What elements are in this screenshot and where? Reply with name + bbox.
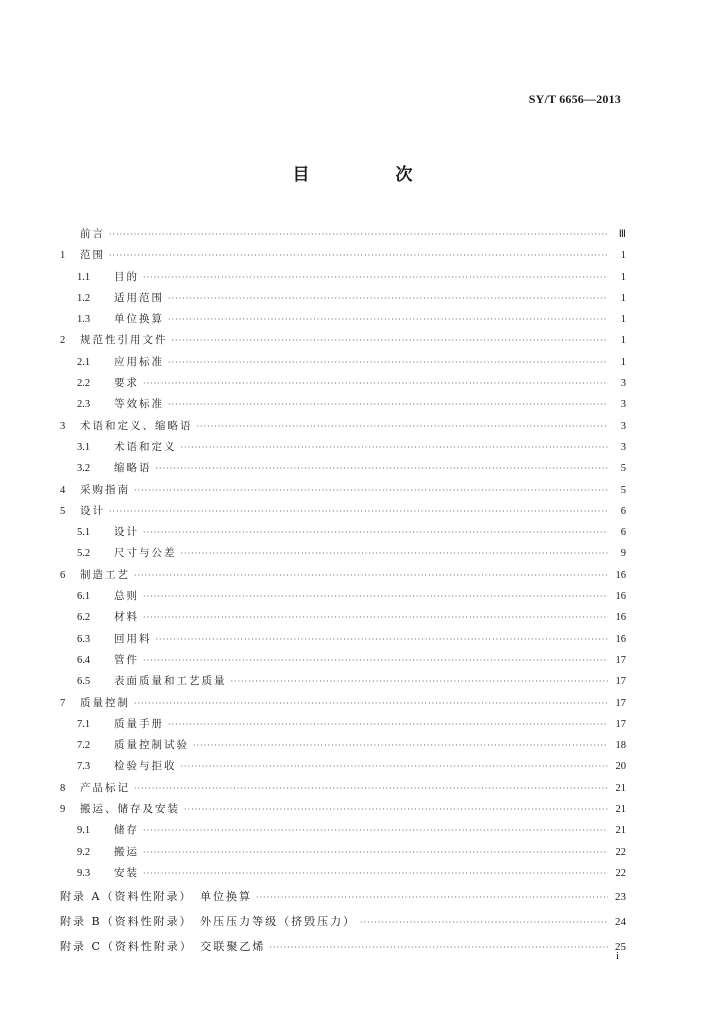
- toc-entry-page: 23: [615, 891, 626, 904]
- toc-entry-label: 设计: [114, 526, 139, 539]
- toc-entry-number: 6.5: [77, 676, 91, 688]
- toc-entry-page: 17: [615, 718, 626, 730]
- toc-entry-number: 5.2: [77, 548, 91, 560]
- toc-entry[interactable]: [60, 863, 626, 884]
- toc-entry-number: 7: [60, 697, 66, 709]
- toc-entry-label: 等效标准: [114, 398, 164, 411]
- toc-entry[interactable]: [60, 330, 626, 351]
- dot-leader: [134, 693, 608, 714]
- toc-entry-number: 6: [60, 569, 66, 581]
- toc-entry-label: 采购指南: [80, 483, 130, 496]
- toc-entry-label: 总则: [114, 590, 139, 603]
- toc-entry-page: 5: [620, 484, 626, 496]
- toc-entry[interactable]: [60, 245, 626, 266]
- toc-entry-page: 6: [620, 505, 626, 517]
- toc-entry-page: 3: [620, 399, 626, 411]
- toc-entry[interactable]: [60, 756, 626, 777]
- dot-leader: [168, 309, 608, 330]
- toc-entry-label: 术语和定义、缩略语: [80, 419, 193, 432]
- toc-entry-label: 材料: [114, 611, 139, 624]
- toc-entry[interactable]: [60, 820, 626, 841]
- toc-entry[interactable]: [60, 842, 626, 863]
- toc-entry-label: 安装: [114, 866, 139, 879]
- toc-entry[interactable]: [60, 309, 626, 330]
- dot-leader: [109, 224, 608, 245]
- toc-entry[interactable]: [60, 735, 626, 756]
- toc-entry-page: 16: [615, 591, 626, 603]
- toc-entry-page: 3: [620, 420, 626, 432]
- dot-leader: [231, 671, 609, 692]
- toc-entry-number: 4: [60, 484, 66, 496]
- toc-entry-number: 9.3: [77, 867, 91, 879]
- toc-entry-page: 1: [620, 271, 626, 283]
- toc-entry-label: 搬运: [114, 845, 139, 858]
- toc-entry-number: 1: [60, 250, 66, 262]
- toc-entry-number: 7.1: [77, 718, 91, 730]
- toc-entry[interactable]: [60, 480, 626, 501]
- toc-entry-label: 应用标准: [114, 355, 164, 368]
- toc-entry-page: 21: [615, 804, 626, 816]
- toc-entry-page: 21: [615, 782, 626, 794]
- toc-entry[interactable]: [60, 224, 626, 245]
- toc-entry[interactable]: [60, 884, 626, 909]
- toc-entry[interactable]: [60, 934, 626, 959]
- toc-entry-number: 6.3: [77, 633, 91, 645]
- dot-leader: [143, 863, 608, 884]
- toc-entry[interactable]: [60, 607, 626, 628]
- toc-entry-page: 1: [620, 292, 626, 304]
- dot-leader: [143, 842, 608, 863]
- dot-leader: [184, 799, 608, 820]
- toc-entry-label: 适用范围: [114, 291, 164, 304]
- dot-leader: [143, 586, 608, 607]
- toc-entry-page: 17: [615, 676, 626, 688]
- dot-leader: [181, 543, 609, 564]
- toc-entry[interactable]: [60, 586, 626, 607]
- toc-entry-label: 附录 A（资料性附录） 单位换算: [60, 890, 252, 904]
- dot-leader: [143, 650, 608, 671]
- dot-leader: [360, 910, 608, 935]
- toc-entry[interactable]: [60, 799, 626, 820]
- toc-entry-label: 尺寸与公差: [114, 547, 177, 560]
- dot-leader: [168, 352, 608, 373]
- dot-leader: [256, 885, 608, 910]
- toc-entry-label: 范围: [80, 249, 105, 262]
- toc-entry-page: 6: [620, 527, 626, 539]
- standard-code: SY/T 6656—2013: [528, 92, 621, 106]
- toc-entry-label: 回用料: [114, 632, 152, 645]
- toc-entry-number: 2.2: [77, 378, 91, 390]
- toc-entry-label: 附录 B（资料性附录） 外压压力等级（挤毁压力）: [60, 915, 357, 929]
- page-title: 目 次: [292, 165, 453, 185]
- toc-entry-page: 16: [615, 633, 626, 645]
- toc-entry[interactable]: [60, 693, 626, 714]
- toc-entry-label: 质量控制: [80, 696, 130, 709]
- toc-entry-page: 3: [620, 378, 626, 390]
- dot-leader: [143, 820, 608, 841]
- toc-entry-number: 7.3: [77, 761, 91, 773]
- toc-entry-label: 检验与拒收: [114, 760, 177, 773]
- toc-entry-label: 术语和定义: [114, 440, 177, 453]
- toc-entry[interactable]: [60, 671, 626, 692]
- toc-entry-page: 1: [620, 250, 626, 262]
- toc-entry-label: 规范性引用文件: [80, 334, 168, 347]
- toc-entry-number: 8: [60, 782, 66, 794]
- toc-entry-number: 5: [60, 505, 66, 517]
- toc-entry-label: 质量控制试验: [114, 739, 189, 752]
- dot-leader: [197, 416, 609, 437]
- toc-entry-number: 1.1: [77, 271, 91, 283]
- toc-entry-page: 9: [620, 548, 626, 560]
- toc-entry[interactable]: [60, 629, 626, 650]
- dot-leader: [143, 267, 608, 288]
- dot-leader: [143, 607, 608, 628]
- toc-entry-label: 缩略语: [114, 462, 152, 475]
- toc-entry-page: 17: [615, 697, 626, 709]
- toc-entry-page: 25: [615, 941, 626, 954]
- dot-leader: [181, 437, 609, 458]
- toc-entry[interactable]: [60, 778, 626, 799]
- toc-entry-label: 单位换算: [114, 313, 164, 326]
- toc-entry-page: Ⅲ: [618, 229, 626, 240]
- toc-entry-number: 9: [60, 804, 66, 816]
- dot-leader: [172, 330, 609, 351]
- toc-entry-number: 1.2: [77, 292, 91, 304]
- toc-entry[interactable]: [60, 416, 626, 437]
- toc-entry-page: 3: [620, 441, 626, 453]
- toc-entry-label: 要求: [114, 377, 139, 390]
- toc-entry-page: 18: [615, 740, 626, 752]
- dot-leader: [134, 565, 608, 586]
- toc-entry-label: 搬运、储存及安装: [80, 803, 180, 816]
- toc-entry-label: 管件: [114, 653, 139, 666]
- toc-entry-number: 3.1: [77, 441, 91, 453]
- toc-entry-number: 2.3: [77, 399, 91, 411]
- toc-entry[interactable]: [60, 909, 626, 934]
- toc-entry-page: 1: [620, 314, 626, 326]
- dot-leader: [156, 458, 609, 479]
- dot-leader: [168, 288, 608, 309]
- toc-entry-label: 表面质量和工艺质量: [114, 675, 227, 688]
- toc-entry-page: 22: [615, 867, 626, 879]
- toc-entry-page: 5: [620, 463, 626, 475]
- toc-entry-page: 20: [615, 761, 626, 773]
- dot-leader: [143, 373, 608, 394]
- dot-leader: [193, 735, 608, 756]
- toc-entry-number: 9.2: [77, 846, 91, 858]
- dot-leader: [134, 778, 608, 799]
- toc-entry[interactable]: [60, 565, 626, 586]
- toc-entry-number: 6.4: [77, 654, 91, 666]
- dot-leader: [156, 629, 609, 650]
- toc-entry[interactable]: [60, 501, 626, 522]
- page-number: i: [615, 950, 619, 962]
- toc-entry-label: 产品标记: [80, 781, 130, 794]
- toc-entry-number: 6.2: [77, 612, 91, 624]
- toc-entry[interactable]: [60, 543, 626, 564]
- toc-entry-number: 2: [60, 335, 66, 347]
- toc-entry-label: 附录 C（资料性附录） 交联聚乙烯: [60, 940, 266, 954]
- toc-entry-label: 前言: [80, 228, 105, 240]
- toc-entry[interactable]: [60, 650, 626, 671]
- toc-entry[interactable]: [60, 267, 626, 288]
- toc-entry[interactable]: [60, 437, 626, 458]
- toc-entry[interactable]: [60, 373, 626, 394]
- toc-entry-page: 1: [620, 356, 626, 368]
- toc-entry-page: 22: [615, 846, 626, 858]
- toc-entry[interactable]: [60, 522, 626, 543]
- dot-leader: [143, 522, 608, 543]
- toc-entry[interactable]: [60, 714, 626, 735]
- toc-entry-page: 24: [615, 916, 626, 929]
- toc-entry-label: 目的: [114, 270, 139, 283]
- toc-entry[interactable]: [60, 352, 626, 373]
- toc-entry-number: 2.1: [77, 356, 91, 368]
- toc-entry-label: 质量手册: [114, 717, 164, 730]
- toc-entry-number: 3: [60, 420, 66, 432]
- table-of-contents: [60, 224, 626, 959]
- toc-entry-number: 1.3: [77, 314, 91, 326]
- toc-entry-label: 储存: [114, 824, 139, 837]
- dot-leader: [181, 756, 609, 777]
- toc-entry-number: 7.2: [77, 740, 91, 752]
- dot-leader: [109, 501, 608, 522]
- dot-leader: [269, 935, 608, 960]
- dot-leader: [168, 714, 608, 735]
- toc-entry-page: 16: [615, 569, 626, 581]
- toc-entry[interactable]: [60, 458, 626, 479]
- toc-entry-label: 设计: [80, 504, 105, 517]
- toc-entry[interactable]: [60, 394, 626, 415]
- toc-entry-number: 3.2: [77, 463, 91, 475]
- dot-leader: [134, 480, 608, 501]
- toc-entry-page: 16: [615, 612, 626, 624]
- toc-entry-number: 5.1: [77, 527, 91, 539]
- toc-entry-number: 6.1: [77, 591, 91, 603]
- dot-leader: [109, 245, 608, 266]
- toc-entry-page: 1: [620, 335, 626, 347]
- dot-leader: [168, 394, 608, 415]
- toc-entry-page: 21: [615, 825, 626, 837]
- toc-entry-page: 17: [615, 654, 626, 666]
- toc-entry-number: 9.1: [77, 825, 91, 837]
- toc-entry-label: 制造工艺: [80, 568, 130, 581]
- toc-entry[interactable]: [60, 288, 626, 309]
